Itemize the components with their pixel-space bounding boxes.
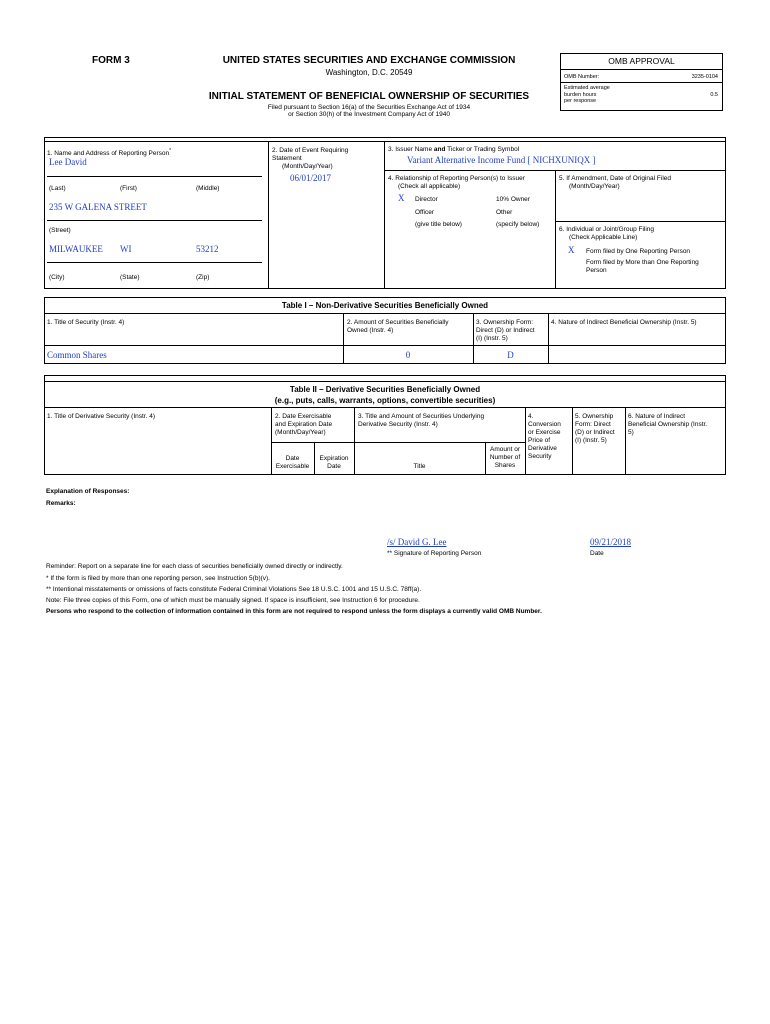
reminder-note: Reminder: Report on a separate line for each class of securities beneficially owned directly or indirectly. — [46, 563, 343, 570]
other-note: (specify below) — [496, 221, 540, 228]
issuer-name-value: Variant Alternative Income Fund [ NICHXUNIQX ] — [407, 155, 596, 165]
table-2-col-date: 2. Date Exercisable and Expiration Date (Month/Day/Year) — [275, 413, 333, 436]
box3-label: 3. Issuer Name and Ticker or Trading Symbol — [388, 146, 520, 153]
signature-date-label: Date — [590, 550, 604, 557]
table-1-col-ownership-form: 3. Ownership Form: Direct (D) or Indirect (I) (Instr. 5) — [476, 319, 535, 342]
omb-number-value: 3235-0104 — [691, 74, 718, 80]
box5-label: 5. If Amendment, Date of Original Filed (Month/Day/Year) — [559, 175, 671, 190]
table-1-row-amount: 0 — [405, 350, 411, 360]
last-label: (Last) — [49, 185, 66, 192]
table-2-col-ownership-form: 5. Ownership Form: Direct (D) or Indirect (I) (Instr. 5) — [575, 413, 615, 444]
table-2-col-underlying: 3. Title and Amount of Securities Underlying Derivative Security (Instr. 4) — [358, 413, 485, 428]
box2-label: 2. Date of Event Requiring Statement (Month/Day/Year) — [272, 147, 349, 170]
state-value: WI — [120, 244, 132, 254]
table-1-title: Table I – Non-Derivative Securities Beneficially Owned — [281, 301, 489, 310]
more-than-one-person-option[interactable]: Form filed by More than One Reporting Person — [586, 259, 699, 274]
omb-approval-box — [560, 53, 723, 111]
box4-label: 4. Relationship of Reporting Person(s) to Issuer (Check all applicable) — [388, 175, 525, 190]
director-checkmark[interactable]: X — [398, 193, 405, 203]
form-label: FORM 3 — [92, 55, 130, 66]
event-date-value: 06/01/2017 — [290, 173, 332, 183]
zip-value: 53212 — [196, 244, 219, 254]
city-value: MILWAUKEE — [49, 244, 103, 254]
multiple-persons-note: * If the form is filed by more than one reporting person, see Instruction 5(b)(v). — [46, 575, 270, 582]
ten-percent-owner-option[interactable]: 10% Owner — [496, 196, 530, 203]
box1-label: 1. Name and Address of Reporting Person* — [47, 148, 172, 158]
state-label: (State) — [120, 274, 140, 281]
table-2-col-title: 1. Title of Derivative Security (Instr. 4) — [47, 413, 156, 420]
table-2-sub-expiration-date: Expiration Date — [319, 455, 349, 470]
table-1-row-title: Common Shares — [47, 350, 107, 360]
other-option[interactable]: Other — [496, 209, 513, 216]
table-2-col-conversion: 4. Conversion or Exercise Price of Derivative Security — [528, 413, 561, 460]
one-person-checkmark[interactable]: X — [568, 245, 575, 255]
table-2-sub-date-exercisable: Date Exercisable — [275, 455, 310, 470]
signature-date-value: 09/21/2018 — [590, 537, 632, 547]
omb-persons-note: Persons who respond to the collection of information contained in this form are not required to respond unless the form displays a currently valid OMB Number. — [46, 608, 542, 615]
first-label: (First) — [120, 185, 137, 192]
explanation-of-responses: Explanation of Responses: — [46, 488, 130, 495]
omb-title: OMB APPROVAL — [608, 56, 675, 66]
misstatements-note: ** Intentional misstatements or omissions of facts constitute Federal Criminal Violations See 18 U.S.C. 1001 and 15 U.S.C. 78ff(a). — [46, 586, 422, 593]
street-label: (Street) — [49, 227, 71, 234]
street-value: 235 W GALENA STREET — [49, 202, 147, 212]
table-1-col-title: 1. Title of Security (Instr. 4) — [47, 319, 125, 326]
reporting-person-name: Lee David — [49, 157, 87, 167]
omb-burden-label: Estimated average burden hours per response — [564, 85, 610, 104]
agency-location: Washington, D.C. 20549 — [325, 68, 413, 77]
table-1-col-amount: 2. Amount of Securities Beneficially Owned (Instr. 4) — [347, 319, 449, 334]
zip-label: (Zip) — [196, 274, 210, 281]
filed-pursuant-line-1: Filed pursuant to Section 16(a) of the Securities Exchange Act of 1934 — [267, 104, 471, 111]
table-2-col-nature: 6. Nature of Indirect Beneficial Ownership (Instr. 5) — [628, 413, 708, 436]
omb-number-label: OMB Number: — [564, 74, 600, 80]
agency-name: UNITED STATES SECURITIES AND EXCHANGE COMMISSION — [222, 55, 516, 66]
table-2-sub-title: Title — [413, 463, 426, 470]
signature-value: /s/ David G. Lee — [387, 537, 447, 547]
officer-note: (give title below) — [415, 221, 462, 228]
table-1-col-nature: 4. Nature of Indirect Beneficial Ownership (Instr. 5) — [551, 319, 697, 326]
signature-label: ** Signature of Reporting Person — [387, 550, 482, 557]
omb-burden-value: 0.5 — [710, 92, 718, 98]
one-reporting-person-option[interactable]: Form filed by One Reporting Person — [586, 248, 691, 255]
form-title: INITIAL STATEMENT OF BENEFICIAL OWNERSHIP OF SECURITIES — [208, 91, 530, 102]
filed-pursuant-line-2: or Section 30(h) of the Investment Company Act of 1940 — [288, 111, 450, 118]
director-option[interactable]: Director — [415, 196, 438, 203]
city-label: (City) — [49, 274, 65, 281]
box6-label: 6. Individual or Joint/Group Filing (Check Applicable Line) — [559, 226, 655, 241]
file-copies-note: Note: File three copies of this Form, one of which must be manually signed. If space is insufficient, see Instruction 6 for procedure. — [46, 597, 420, 604]
table-2-subtitle: (e.g., puts, calls, warrants, options, convertible securities) — [274, 396, 496, 405]
officer-option[interactable]: Officer — [415, 209, 435, 216]
table-2-sub-amount: Amount or Number of Shares — [489, 446, 521, 469]
table-1-row-form: D — [507, 350, 514, 360]
middle-label: (Middle) — [196, 185, 220, 192]
table-2-title: Table II – Derivative Securities Beneficially Owned — [289, 385, 481, 394]
remarks-label: Remarks: — [46, 500, 76, 507]
